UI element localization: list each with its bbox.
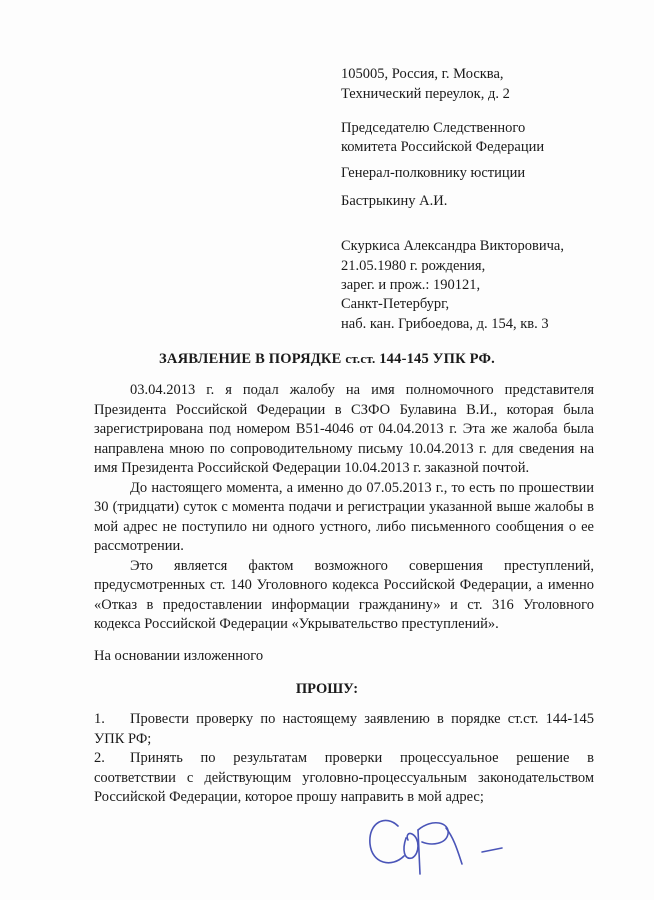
sender-line-5: наб. кан. Грибоедова, д. 154, кв. 3	[341, 316, 549, 332]
recipient-address-line-1: 105005, Россия, г. Москва,	[341, 66, 504, 82]
recipient-name: Бастрыкину А.И.	[341, 193, 448, 209]
request-item-1-text: Провести проверку по настоящему заявлению в порядке ст.ст. 144-145 УПК РФ;	[94, 711, 594, 747]
request-item-2-number: 2.	[94, 750, 105, 766]
recipient-position-line-1: Председателю Следственного	[341, 120, 526, 136]
request-heading: ПРОШУ:	[295, 681, 359, 697]
statement-body	[94, 381, 594, 635]
handwritten-signature	[362, 808, 512, 878]
sender-line-1: Скуркиса Александра Викторовича,	[341, 238, 564, 254]
request-list	[94, 710, 594, 808]
sender-line-2: 21.05.1980 г. рождения,	[341, 258, 486, 274]
title-part-2: ст.ст.	[345, 351, 376, 366]
document-title	[0, 351, 654, 368]
sender-line-4: Санкт-Петербург,	[341, 296, 450, 312]
request-item-1-number: 1.	[94, 711, 105, 727]
paragraph-no-response: До настоящего момента, а именно до 07.05.2013 г., то есть по прошествии 30 (тридцати) суток с момента подачи и регистрации указанной выше жалобы в мой адрес не поступило ни одного устного, либо письменного сообщения о ее рассмотрении.	[94, 479, 594, 554]
title-part-3: 144-145 УПК РФ.	[375, 351, 495, 367]
basis-line: На основании изложенного	[94, 648, 264, 664]
title-part-1: ЗАЯВЛЕНИЕ В ПОРЯДКЕ	[159, 351, 346, 367]
request-item-1	[94, 710, 594, 749]
paragraph-complaint-filed: 03.04.2013 г. я подал жалобу на имя полномочного представителя Президента Российской Федерации в СЗФО Булавина В.И., которая была зарегистрирована под номером В51-4046 от 04.04.2013 г. Эта же жалоба была направлена мною по сопроводительному письму 10.04.2013 г. для сведения на имя Президента Российской Федерации 10.04.2013 г. заказной почтой.	[94, 382, 594, 476]
recipient-position-line-2: комитета Российской Федерации	[341, 139, 545, 155]
paragraph-legal-basis: Это является фактом возможного совершения преступлений, предусмотренных ст. 140 Уголовного кодекса Российской Федерации, а именно «Отказ в предоставлении информации гражданину» и ст. 316 Уголовного кодекса Российской Федерации «Укрывательство преступлений».	[94, 557, 594, 632]
sender-line-3: зарег. и прож.: 190121,	[341, 277, 481, 293]
recipient-address-line-2: Технический переулок, д. 2	[341, 86, 510, 102]
recipient-rank: Генерал-полковнику юстиции	[341, 165, 526, 181]
request-item-2-text: Принять по результатам проверки процессуальное решение в соответствии с действующим уголовно-процессуальным законодательством Российской Федерации, которое прошу направить в мой адрес;	[94, 750, 594, 805]
request-item-2	[94, 749, 594, 808]
